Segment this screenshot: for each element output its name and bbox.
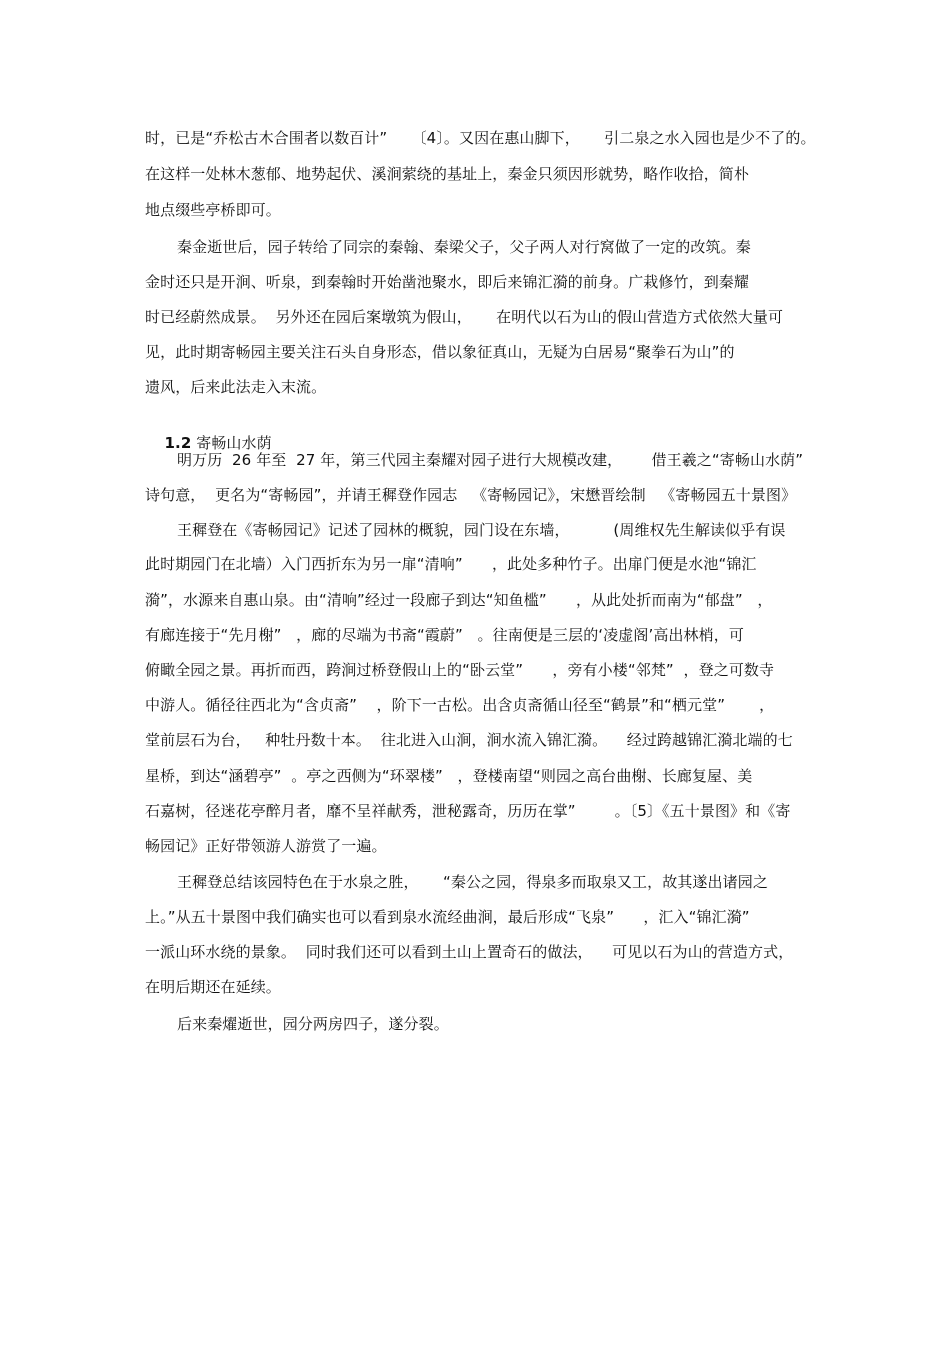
text-line: 王穉登总结该园特色在于水泉之胜， “秦公之园，得泉多而取泉又工，故其遂出诸园之	[177, 873, 768, 891]
text-line: 漪”，水源来自惠山泉。由“清响”经过一段廊子到达“知鱼槛” ，从此处折而南为“郁盘” ，	[145, 591, 773, 609]
text-line: 王穉登在《寄畅园记》记述了园林的概貌，园门设在东墙， (周维权先生解读似乎有误	[177, 521, 786, 539]
text-line: 畅园记》正好带领游人游赏了一遍。	[145, 837, 387, 855]
text-line: 明万历 26 年至 27 年，第三代园主秦耀对园子进行大规模改建， 借王羲之“寄畅山水荫”	[177, 451, 804, 469]
section-number: 1.2	[164, 434, 192, 452]
section-title: 寄畅山水荫	[191, 434, 272, 452]
text-line: 一派山环水绕的景象。 同时我们还可以看到土山上置奇石的做法， 可见以石为山的营造方式，	[145, 943, 794, 961]
text-line: 此时期园门在北墙）入门西折东为另一扉“清响” ，此处多种竹子。出扉门便是水池“锦汇	[145, 555, 757, 573]
text-line: 秦金逝世后，园子转给了同宗的秦翰、秦梁父子，父子两人对行窝做了一定的改筑。秦	[177, 238, 751, 256]
text-line: 见，此时期寄畅园主要关注石头自身形态，借以象征真山，无疑为白居易“聚拳石为山”的	[145, 343, 735, 361]
text-line: 时已经蔚然成景。 另外还在园后案墩筑为假山， 在明代以石为山的假山营造方式依然大量可	[145, 308, 784, 326]
text-line: 金时还只是开涧、听泉，到秦翰时开始凿池聚水，即后来锦汇漪的前身。广栽修竹，到秦耀	[145, 273, 750, 291]
text-line: 上。”从五十景图中我们确实也可以看到泉水流经曲涧，最后形成“飞泉” ，汇入“锦汇漪”	[145, 908, 750, 926]
text-line: 诗句意， 更名为“寄畅园”，并请王穉登作园志 《寄畅园记》，宋懋晋绘制 《寄畅园五十景图》	[145, 486, 797, 504]
text-line: 在这样一处林木葱郁、地势起伏、溪涧萦绕的基址上，秦金只须因形就势，略作收拾，简朴	[145, 165, 750, 183]
text-line: 星桥，到达“涵碧亭” 。亭之西侧为“环翠楼” ，登楼南望“则园之高台曲榭、长廊复屋、美	[145, 767, 753, 785]
text-line: 遗风，后来此法走入末流。	[145, 378, 327, 396]
text-line: 石嘉树，径迷花亭醉月者，靡不呈祥献秀，泄秘露奇，历历在掌” 。〔5〕《五十景图》和《寄	[145, 802, 791, 820]
text-line: 地点缀些亭桥即可。	[145, 201, 281, 219]
text-line: 时，已是“乔松古木合围者以数百计” 〔4〕。又因在惠山脚下， 引二泉之水入园也是少不了的。	[145, 129, 816, 147]
text-line: 在明后期还在延续。	[145, 978, 281, 996]
text-line: 中游人。循径往西北为“含贞斋” ，阶下一古松。出含贞斋循山径至“鹤景”和“栖元堂” ，	[145, 696, 775, 714]
text-line: 堂前层石为台， 种牡丹数十本。 往北进入山涧，涧水流入锦汇漪。 经过跨越锦汇漪北端的七	[145, 731, 793, 749]
text-line: 后来秦燿逝世，园分两房四子，遂分裂。	[177, 1015, 449, 1033]
text-line: 有廊连接于“先月榭” ，廊的尽端为书斋“霞蔚” 。往南便是三层的‘凌虚阁’高出林梢，可	[145, 626, 744, 644]
text-line: 俯瞰全园之景。再折而西，跨涧过桥登假山上的“卧云堂” ，旁有小楼“邻梵” ，登之可数寺	[145, 661, 775, 679]
